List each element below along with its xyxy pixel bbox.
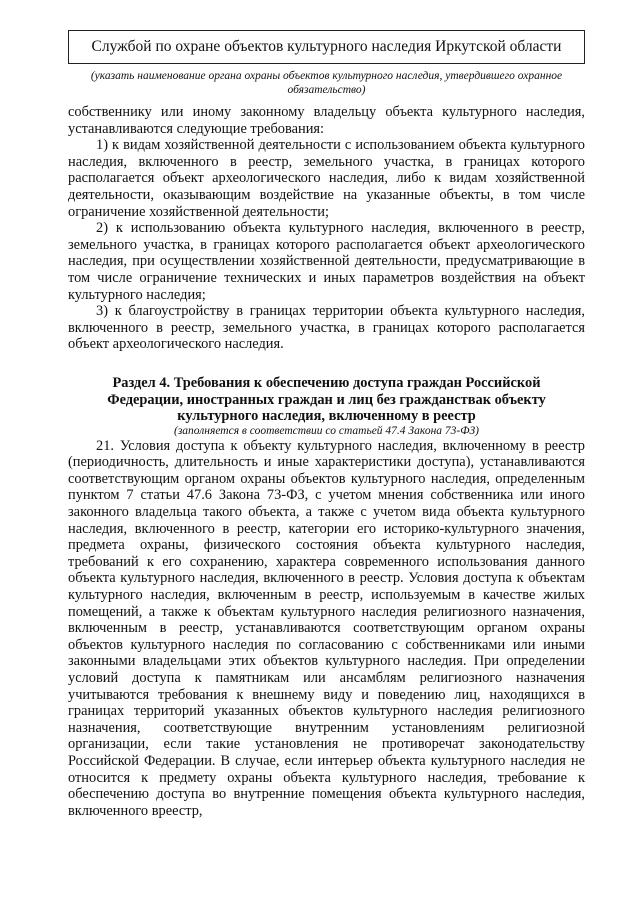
section-4-note: (заполняется в соответствии со статьей 47.4 Закона 73-ФЗ) <box>173 424 480 437</box>
requirement-item-2: 2) к использованию объекта культурного наследия, включенного в реестр, земельного участка, в границах которого располагается объект археологического наследия, при осуществлении хозяйственной деятельности, предусматривающие в том числе ограничение технических и иных параметров воздействия на объект культурного наследия; <box>68 220 585 303</box>
authority-name: Службой по охране объектов культурного наследия Иркутской области <box>91 38 562 55</box>
paragraph-21: 21. Условия доступа к объекту культурного наследия, включенному в реестр (периодичность, длительность и иные характеристики доступа), устанавливаются соответствующим органом охраны объектов культурного наследия, определенным пунктом 7 статьи 47.6 Закона 73-ФЗ, с учетом мнения собственника или иного законного владельца такого объекта, а также с учетом вида объекта культурного наследия, включенного в реестр, категории его историко-культурного значения, предмета охраны, физического состояния объекта культурного наследия, требований к его сохранению, характера современного использования данного объекта культурного наследия, включенного в реестр. Условия доступа к объектам культурного наследия, включенным в реестр, используемым в качестве жилых помещений, а также к объектам культурного наследия религиозного назначения, включенным в реестр, устанавливаются соответствующим органом охраны объектов культурного наследия по согласованию с собственниками или иными законными владельцами этих объектов культурного наследия. При определении условий доступа к памятникам или ансамблям религиозного назначения учитываются требования к внешнему виду и поведению лиц, находящихся в границах территорий указанных объектов культурного наследия религиозного назначения, соответствующие внутренним установлениям религиозной организации, если такие установления не противоречат законодательству Российской Федерации. В случае, если интерьер объекта культурного наследия не относится к предмету охраны объекта культурного наследия, требование к обеспечению доступа во внутренние помещения объекта культурного наследия, включенного вреестр, <box>68 437 585 819</box>
authority-field <box>68 30 585 64</box>
intro-paragraph: собственнику или иному законному владельцу объекта культурного наследия, устанавливаются следующие требования: <box>68 104 585 137</box>
requirement-item-3: 3) к благоустройству в границах территории объекта культурного наследия, включенного в реестр, земельного участка, в границах которого располагается объект археологического наследия. <box>68 303 585 353</box>
section-4-heading: Раздел 4. Требования к обеспечению доступа граждан Российской Федерации, иностранных граждан и лиц без гражданствак объекту культурного наследия, включенному в реестр <box>107 374 546 425</box>
authority-note: (указать наименование органа охраны объектов культурного наследия, утвердившего охранное обязательство) <box>90 70 563 96</box>
requirement-item-1: 1) к видам хозяйственной деятельности с использованием объекта культурного наследия, включенного в реестр, земельного участка, в границах которого располагается объект археологического наследия, либо к видам хозяйственной деятельности, оказывающим воздействие на указанные объекты, в том числе ограничение хозяйственной деятельности; <box>68 137 585 220</box>
